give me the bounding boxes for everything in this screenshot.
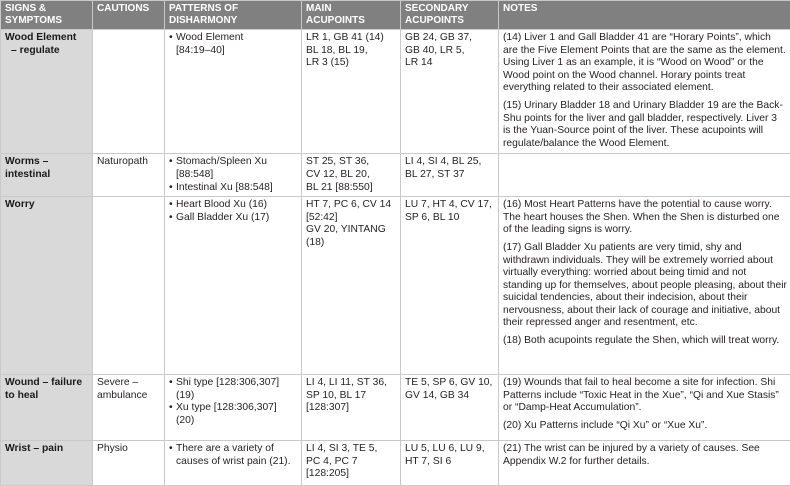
- note-text: (15) Urinary Bladder 18 and Urinary Bladder 19 are the Back-Shu points for the liver and gall bladder, respectively. Liver 3 is the Yuan-Source point of the liver. These acupoints will regulate/balance the Wood Element.: [503, 100, 787, 150]
- note-text: (19) Wounds that fail to heal become a site for infection. Shi Patterns include “Toxic Heat in the Xue”, “Qi and Xue Stasis” or “Damp-Heat Accumulation”.: [503, 377, 787, 415]
- main-acupoints-cell: HT 7, PC 6, CV 14 [52:42] GV 20, YINTANG (18): [302, 197, 401, 375]
- main-acupoints-cell: ST 25, ST 36, CV 12, BL 20, BL 21 [88:550]: [302, 154, 401, 197]
- note-text: (20) Xu Patterns include “Qi Xu” or “Xue Xu”.: [503, 420, 787, 433]
- header-secondary-acupoints: SECONDARY ACUPOINTS: [401, 1, 499, 30]
- note-text: (17) Gall Bladder Xu patients are very timid, shy and withdrawn individuals. They will be extremely worried about virtually everything: worried about being timid and not standing up for themselves, about people pleasing, about their suicidal tendencies, about their indecision, about their nervousness, about their lack of courage and initiative, about their repressed anger and resentment, etc.: [503, 242, 787, 330]
- patterns-cell: [165, 154, 302, 197]
- note-text: (21) The wrist can be injured by a variety of causes. See Appendix W.2 for further details.: [503, 443, 787, 468]
- note-text: (14) Liver 1 and Gall Bladder 41 are “Horary Points”, which are the Five Element Points that are the same as the element. Using Liver 1 as an example, it is “Wood on Wood” or the Wood point on the Wood channel. Horary points treat everything related to their associated element.: [503, 32, 787, 95]
- notes-cell: [499, 30, 790, 154]
- table-row: [1, 375, 790, 441]
- header-row: [1, 1, 790, 30]
- caution-cell: [93, 30, 165, 154]
- header-main-acupoints: MAIN ACUPOINTS: [302, 1, 401, 30]
- caution-cell: Naturopath: [93, 154, 165, 197]
- secondary-acupoints-cell: LU 7, HT 4, CV 17, SP 6, BL 10: [401, 197, 499, 375]
- symptom-cell: Worms – intestinal: [1, 154, 93, 197]
- table-row: [1, 197, 790, 375]
- pattern-item: • Gall Bladder Xu (17): [169, 212, 298, 225]
- notes-cell: [499, 441, 790, 486]
- header-notes: NOTES: [499, 1, 790, 30]
- symptom-cell: Wound – failure to heal: [1, 375, 93, 441]
- pattern-item: • Shi type [128:306,307] (19): [169, 377, 298, 402]
- pattern-item: • Stomach/Spleen Xu [88:548]: [169, 156, 298, 181]
- patterns-cell: [165, 197, 302, 375]
- caution-cell: [93, 197, 165, 375]
- main-acupoints-cell: LR 1, GB 41 (14) BL 18, BL 19, LR 3 (15): [302, 30, 401, 154]
- table-row: [1, 30, 790, 154]
- notes-cell: [499, 375, 790, 441]
- pattern-item: • There are a variety of causes of wrist pain (21).: [169, 443, 298, 468]
- header-patterns: PATTERNS OF DISHARMONY: [165, 1, 302, 30]
- patterns-cell: [165, 441, 302, 486]
- caution-cell: Severe – ambulance: [93, 375, 165, 441]
- pattern-item: • Intestinal Xu [88:548]: [169, 182, 298, 195]
- note-text: (18) Both acupoints regulate the Shen, which will treat worry.: [503, 335, 787, 348]
- notes-cell: [499, 154, 790, 197]
- header-cautions: CAUTIONS: [93, 1, 165, 30]
- main-acupoints-cell: LI 4, LI 11, ST 36, SP 10, BL 17 [128:307]: [302, 375, 401, 441]
- secondary-acupoints-cell: GB 24, GB 37, GB 40, LR 5, LR 14: [401, 30, 499, 154]
- pattern-item: • Heart Blood Xu (16): [169, 199, 298, 212]
- notes-cell: [499, 197, 790, 375]
- patterns-cell: [165, 30, 302, 154]
- pattern-item: • Xu type [128:306,307] (20): [169, 402, 298, 427]
- symptom-cell: Wrist – pain: [1, 441, 93, 486]
- caution-cell: Physio: [93, 441, 165, 486]
- main-acupoints-cell: LI 4, SI 3, TE 5, PC 4, PC 7 [128:205]: [302, 441, 401, 486]
- table-row: [1, 441, 790, 486]
- table-row: [1, 154, 790, 197]
- secondary-acupoints-cell: LI 4, SI 4, BL 25, BL 27, ST 37: [401, 154, 499, 197]
- header-signs-symptoms: SIGNS & SYMPTOMS: [1, 1, 93, 30]
- secondary-acupoints-cell: LU 5, LU 6, LU 9, HT 7, SI 6: [401, 441, 499, 486]
- patterns-cell: [165, 375, 302, 441]
- symptom-cell: Wood Element – regulate: [1, 30, 93, 154]
- symptom-cell: Worry: [1, 197, 93, 375]
- pattern-item: • Wood Element [84:19–40]: [169, 32, 298, 57]
- secondary-acupoints-cell: TE 5, SP 6, GV 10, GV 14, GB 34: [401, 375, 499, 441]
- note-text: (16) Most Heart Patterns have the potential to cause worry. The heart houses the Shen. When the Shen is disturbed one of the leading signs is worry.: [503, 199, 787, 237]
